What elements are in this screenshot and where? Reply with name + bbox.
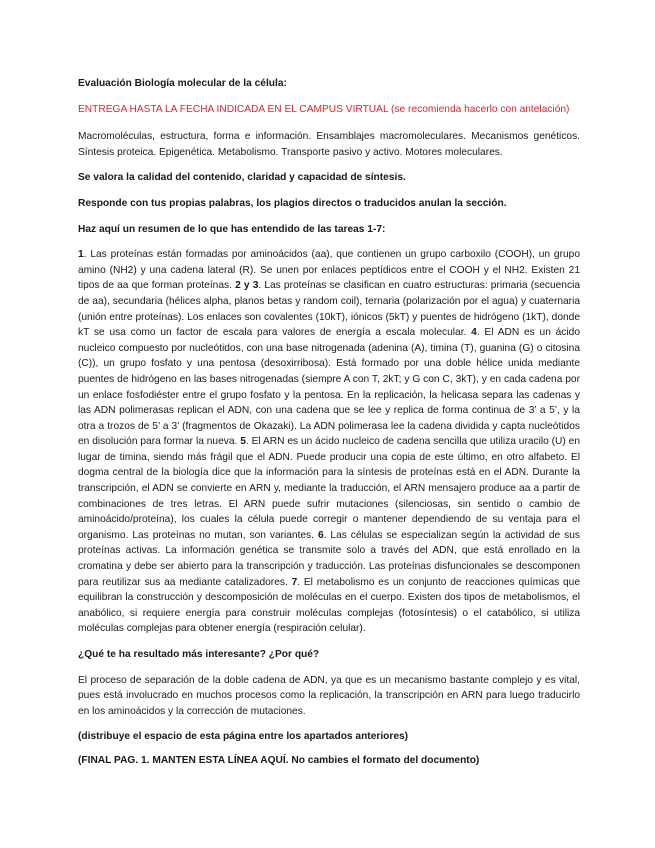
summary-number-2: 2 — [235, 280, 241, 292]
topics-paragraph: Macromoléculas, estructura, forma e información. Ensamblajes macromoleculares. Mecanismos genéticos. Síntesis proteica. Epigenética. Metabolismo. Transporte pasivo y activo. Motores moleculares. — [78, 131, 580, 158]
question-heading: ¿Qué te ha resultado más interesante? ¿Por qué? — [78, 649, 320, 660]
summary-paragraph — [78, 247, 580, 637]
summary-section-7: . El metabolismo es un conjunto de reacciones químicas que equilibran la construcción y descomposición de moléculas en el cuerpo. Existen dos tipos de metabolismos, el anabólico, si requiere energía para construir moléculas complejas (fotosíntesis) o el catabólico, si utiliza moléculas complejas para obtener energía (respiración celular). — [78, 576, 580, 635]
summary-section-4: . El ADN es un ácido nucleico compuesto por nucleótidos, con una base nitrogenada (adenina (A), timina (T), guanina (G) o citosina (C)), un grupo fosfato y una pentosa (desoxirribosa). Está formado por una doble hélice unida mediante puentes de hidrógeno en las bases nitrogenadas (siempre A con T, 2kT; y G con C, 3kT), y en cada cadena por un enlace fosfodiéster entre el grupo fosfato y la pentosa. En la replicación, la helicasa separa las cadenas y las ADN polimerasas replican el ADN, con una cadena que se lee y replica de forma continua de 3’ a 5’, y la otra a trozos de 5’ a 3’ (fragmentos de Okazaki). La ADN polimerasa lee la cadena dividida y capta nucleótidos en disolución para formar la nueva. — [78, 327, 580, 448]
space-note: (distribuye el espacio de esta página entre los apartados anteriores) — [78, 731, 409, 743]
summary-section-5: . El ARN es un ácido nucleico de cadena sencilla que utiliza uracilo (U) en lugar de timina, siendo más frágil que el ADN. Puede producir una copia de este último, en otro alfabeto. El dogma central de la biología dice que la información para la síntesis de proteínas está en el ADN. Durante la transcripción, el ADN se convierte en ARN y, mediante la traducción, el ARN mensajero produce aa a partir de combinaciones de tres letras. El ARN puede sufrir mutaciones (silenciosas, sin sentido o cambio de aminoácido/proteína), los cuales la célula puede corregir o mantener dependiendo de su ventaja para el organismo. Las proteínas no mutan, son variantes. — [78, 436, 580, 541]
summary-number-7: 7 — [291, 576, 298, 588]
criteria-text: Se valora la calidad del contenido, claridad y capacidad de síntesis. — [78, 172, 406, 184]
summary-number-5: 5 — [240, 436, 246, 448]
instructions-text: Responde con tus propias palabras, los plagios directos o traducidos anulan la sección. — [78, 197, 507, 209]
summary-number-1: 1 — [78, 249, 84, 261]
summary-section-1: . Las proteínas están formadas por aminoácidos (aa), que contienen un grupo carboxilo (COOH), un grupo amino (NH2) y una cadena lateral (R). Se unen por enlaces peptídicos entre el COOH y el NH2. Existen 21 tipos de aa que forman proteínas. — [78, 249, 580, 292]
summary-connector: y — [240, 280, 253, 292]
final-line: (FINAL PAG. 1. MANTEN ESTA LÍNEA AQUÍ. No cambies el formato del documento) — [78, 754, 480, 766]
summary-number-4: 4 — [471, 327, 477, 339]
deadline-notice: ENTREGA HASTA LA FECHA INDICADA EN EL CAMPUS VIRTUAL (se recomienda hacerlo con antelación) — [78, 103, 570, 115]
document-content — [78, 76, 580, 769]
summary-section-6: . Las células se especializan según la actividad de sus proteínas activas. La información genética se transmite solo a través del ADN, que está enrollado en la cromatina y debe ser abierto para la transcripción y traducción. Las proteínas disfuncionales se descomponen para reutilizar sus aa mediante catalizadores. — [78, 529, 580, 588]
answer-paragraph: El proceso de separación de la doble cadena de ADN, ya que es un mecanismo bastante complejo y es vital, pues está involucrado en muchos procesos como la replicación, la transcripción en ARN para luego traducirlo en los aminoácidos y la corrección de mutaciones. — [78, 674, 580, 717]
summary-section-3: . Las proteínas se clasifican en cuatro estructuras: primaria (secuencia de aa), secundaria (hélices alpha, planos betas y random coil), ternaria (polarización por el agua) y cuaternaria (unión entre proteínas). Los enlaces son covalentes (10kT), iónicos (5kT) y puentes de hidrógeno (1kT), donde kT se usa como un factor de escala para valores de energía a escala molecular. — [78, 280, 580, 339]
summary-prompt: Haz aquí un resumen de lo que has entendido de las tareas 1-7: — [78, 223, 386, 235]
summary-number-3: 3 — [252, 280, 259, 292]
summary-number-6: 6 — [317, 529, 324, 541]
document-title: Evaluación Biología molecular de la célula: — [78, 78, 287, 89]
